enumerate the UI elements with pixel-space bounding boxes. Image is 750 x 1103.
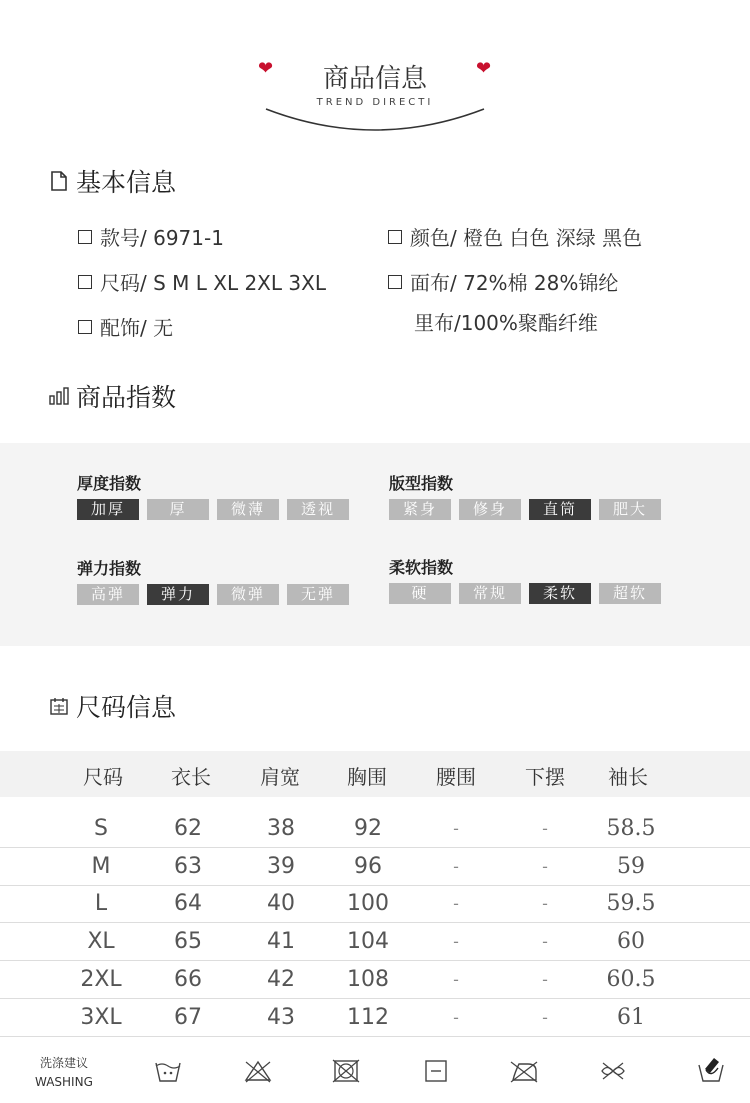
wring-icon xyxy=(696,1054,726,1084)
option-chip: 超软 xyxy=(599,583,661,604)
table-cell: 100 xyxy=(347,891,389,917)
lining-row xyxy=(414,307,598,336)
size-info-title: 尺码信息 xyxy=(76,693,177,722)
table-cell: 38 xyxy=(267,816,295,841)
option-chip: 肥大 xyxy=(599,499,661,520)
table-cell: - xyxy=(453,1007,459,1027)
table-cell: 65 xyxy=(174,929,202,955)
table-cell: 42 xyxy=(267,966,295,992)
checkbox-icon xyxy=(388,275,402,289)
option-chip: 微薄 xyxy=(217,499,279,520)
column-header: 尺码 xyxy=(83,765,123,789)
table-cell: - xyxy=(453,819,459,838)
table-cell: 40 xyxy=(267,891,295,917)
fabric-row xyxy=(388,267,618,296)
index-options xyxy=(77,584,349,605)
table-cell: M xyxy=(91,853,111,879)
table-cell: 61 xyxy=(617,1004,645,1030)
table-cell: - xyxy=(453,894,459,914)
column-header: 肩宽 xyxy=(260,765,300,789)
table-cell: 58.5 xyxy=(606,816,656,841)
sizes-text: 尺码/ S M L XL 2XL 3XL xyxy=(100,271,326,295)
calendar-grid-icon xyxy=(48,695,70,717)
table-cell: 67 xyxy=(174,1004,202,1030)
table-cell: 60.5 xyxy=(606,966,656,992)
document-icon xyxy=(48,170,70,192)
table-cell: 92 xyxy=(354,816,382,841)
style-no-row xyxy=(78,222,224,251)
washing-label-en: WASHING xyxy=(35,1075,93,1089)
table-cell: S xyxy=(94,816,108,841)
sizes-row xyxy=(78,267,326,296)
header-arc xyxy=(262,105,488,135)
table-cell: 112 xyxy=(347,1004,389,1030)
index-options xyxy=(77,499,349,520)
washing-label-cn: 洗涤建议 xyxy=(40,1056,89,1070)
table-cell: 43 xyxy=(267,1004,295,1030)
index-options xyxy=(389,583,661,604)
table-cell: 66 xyxy=(174,966,202,992)
table-row xyxy=(0,809,750,848)
column-header: 袖长 xyxy=(608,765,648,789)
no-bleach-icon xyxy=(243,1058,273,1084)
table-cell: 59.5 xyxy=(606,891,656,917)
option-chip-selected: 柔软 xyxy=(529,583,591,604)
checkbox-icon xyxy=(388,230,402,244)
table-cell: 59 xyxy=(617,853,645,879)
page-subtitle: TREND DIRECTI xyxy=(316,97,434,108)
option-chip: 微弹 xyxy=(217,584,279,605)
color-row xyxy=(388,222,642,251)
hand-wash-icon xyxy=(153,1058,183,1084)
washing-section xyxy=(0,1040,750,1103)
table-cell: 63 xyxy=(174,853,202,879)
column-header: 腰围 xyxy=(436,765,476,789)
option-chip-selected: 弹力 xyxy=(147,584,209,605)
table-cell: L xyxy=(94,891,108,917)
basic-info-title: 基本信息 xyxy=(76,168,177,197)
table-row xyxy=(0,922,750,961)
table-cell: - xyxy=(542,856,548,876)
page-title: 商品信息 xyxy=(322,64,427,94)
table-cell: - xyxy=(453,932,459,952)
table-cell: - xyxy=(542,894,548,914)
table-row xyxy=(0,998,750,1037)
table-cell: - xyxy=(542,819,548,838)
checkbox-icon xyxy=(78,275,92,289)
table-cell: - xyxy=(453,856,459,876)
index-options xyxy=(389,499,661,520)
fabric-text: 面布/ 72%棉 28%锦纶 xyxy=(410,271,619,295)
option-chip: 紧身 xyxy=(389,499,451,520)
index-label: 柔软指数 xyxy=(389,558,454,577)
table-cell: 3XL xyxy=(80,1004,122,1030)
table-cell: 64 xyxy=(174,891,202,917)
table-cell: XL xyxy=(87,929,115,955)
table-cell: 96 xyxy=(354,853,382,879)
table-row xyxy=(0,884,750,923)
column-header: 衣长 xyxy=(171,765,211,789)
color-text: 颜色/ 橙色 白色 深绿 黑色 xyxy=(410,226,643,250)
table-cell: - xyxy=(542,969,548,989)
index-group-fit xyxy=(389,471,661,520)
option-chip: 硬 xyxy=(389,583,451,604)
option-chip: 高弹 xyxy=(77,584,139,605)
low-iron-icon xyxy=(509,1058,539,1084)
table-cell: 108 xyxy=(347,966,389,992)
option-chip: 厚 xyxy=(147,499,209,520)
index-group-softness xyxy=(389,555,661,604)
column-header: 下摆 xyxy=(525,765,565,789)
style-no-text: 款号/ 6971-1 xyxy=(100,226,224,250)
table-cell: 60 xyxy=(617,929,645,955)
bar-chart-icon xyxy=(48,385,70,407)
index-group-elasticity xyxy=(77,556,349,605)
no-tumble-dry-icon xyxy=(331,1058,361,1084)
product-index-title: 商品指数 xyxy=(76,383,177,412)
option-chip: 修身 xyxy=(459,499,521,520)
index-label: 版型指数 xyxy=(389,474,454,493)
checkbox-icon xyxy=(78,320,92,334)
dry-flat-icon xyxy=(421,1058,451,1084)
heart-right-icon: ❤ xyxy=(476,58,492,79)
option-chip: 透视 xyxy=(287,499,349,520)
table-cell: - xyxy=(542,1007,548,1027)
table-row xyxy=(0,847,750,886)
option-chip: 常规 xyxy=(459,583,521,604)
table-cell: 39 xyxy=(267,853,295,879)
option-chip-selected: 加厚 xyxy=(77,499,139,520)
table-cell: 2XL xyxy=(80,966,122,992)
accessory-text: 配饰/ 无 xyxy=(100,316,174,340)
heart-left-icon: ❤ xyxy=(258,58,274,79)
basic-info-heading xyxy=(48,163,176,199)
table-cell: - xyxy=(542,932,548,952)
size-info-heading xyxy=(48,688,176,724)
no-dry-clean-icon xyxy=(598,1058,628,1084)
lining-text: 里布/100%聚酯纤维 xyxy=(414,311,598,335)
checkbox-icon xyxy=(78,230,92,244)
accessory-row xyxy=(78,312,173,341)
table-row xyxy=(0,960,750,999)
table-cell: - xyxy=(453,969,459,989)
table-cell: 62 xyxy=(174,816,202,841)
index-label: 厚度指数 xyxy=(77,474,142,493)
index-label: 弹力指数 xyxy=(77,559,142,578)
table-cell: 104 xyxy=(347,929,389,955)
option-chip: 无弹 xyxy=(287,584,349,605)
product-index-heading xyxy=(48,378,176,414)
index-group-thickness xyxy=(77,471,349,520)
column-header: 胸围 xyxy=(347,765,387,789)
table-cell: 41 xyxy=(267,929,295,955)
option-chip-selected: 直筒 xyxy=(529,499,591,520)
